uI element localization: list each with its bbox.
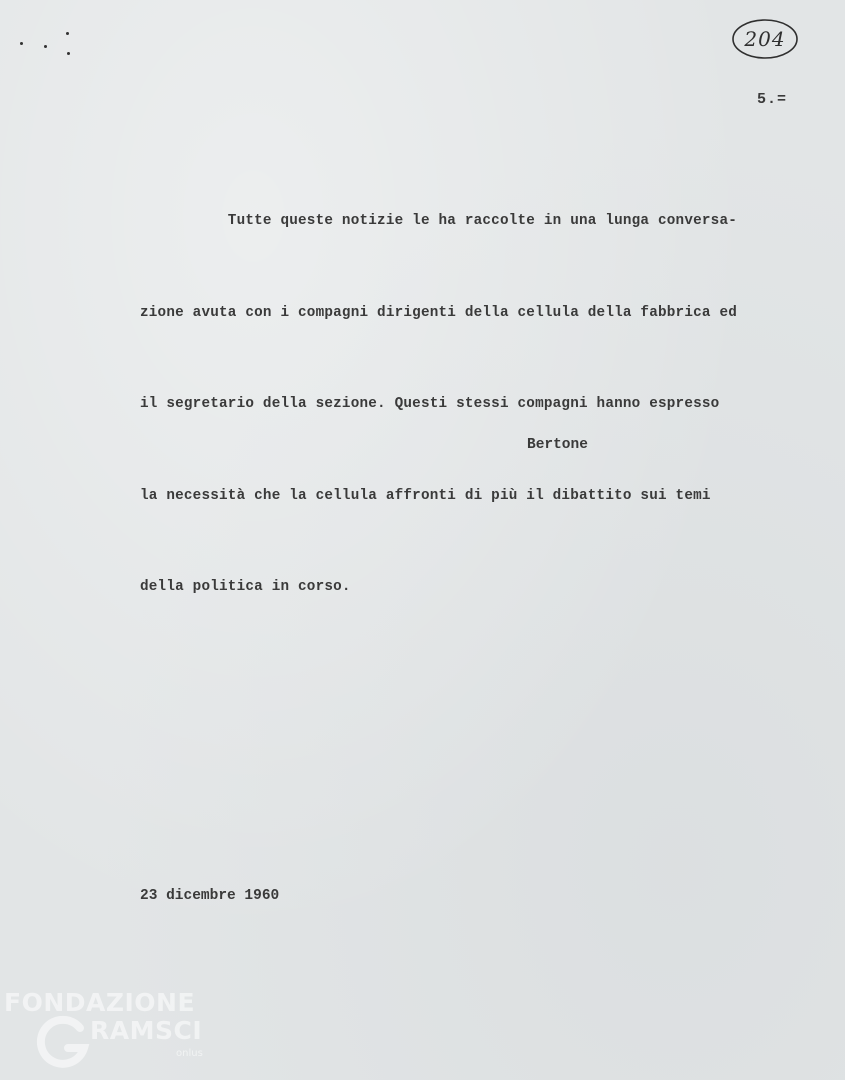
watermark-suffix: onlus <box>176 1048 203 1059</box>
watermark-line2: RAMSCI <box>90 1016 203 1045</box>
archive-number: 204 <box>744 27 786 51</box>
watermark-line1: FONDAZIONE <box>4 988 196 1017</box>
document-date: 23 dicembre 1960 <box>140 888 280 904</box>
body-line: della politica in corso. <box>140 579 351 595</box>
g-logo-icon <box>34 1012 94 1072</box>
signature: Bertone <box>527 437 588 453</box>
paper-marks <box>18 30 78 60</box>
archive-number-stamp <box>731 18 799 60</box>
body-line: il segretario della sezione. Questi stessi compagni hanno espresso <box>140 396 720 412</box>
body-line: la necessità che la cellula affronti di più il dibattito sui temi <box>140 487 711 504</box>
body-paragraph <box>140 145 830 664</box>
body-line: zione avuta con i compagni dirigenti della cellula della fabbrica ed <box>140 304 738 321</box>
body-line: Tutte queste notizie le ha raccolte in una lunga conversa- <box>140 213 738 229</box>
page-number: 5.= <box>757 91 788 108</box>
watermark-logo <box>4 986 224 1080</box>
